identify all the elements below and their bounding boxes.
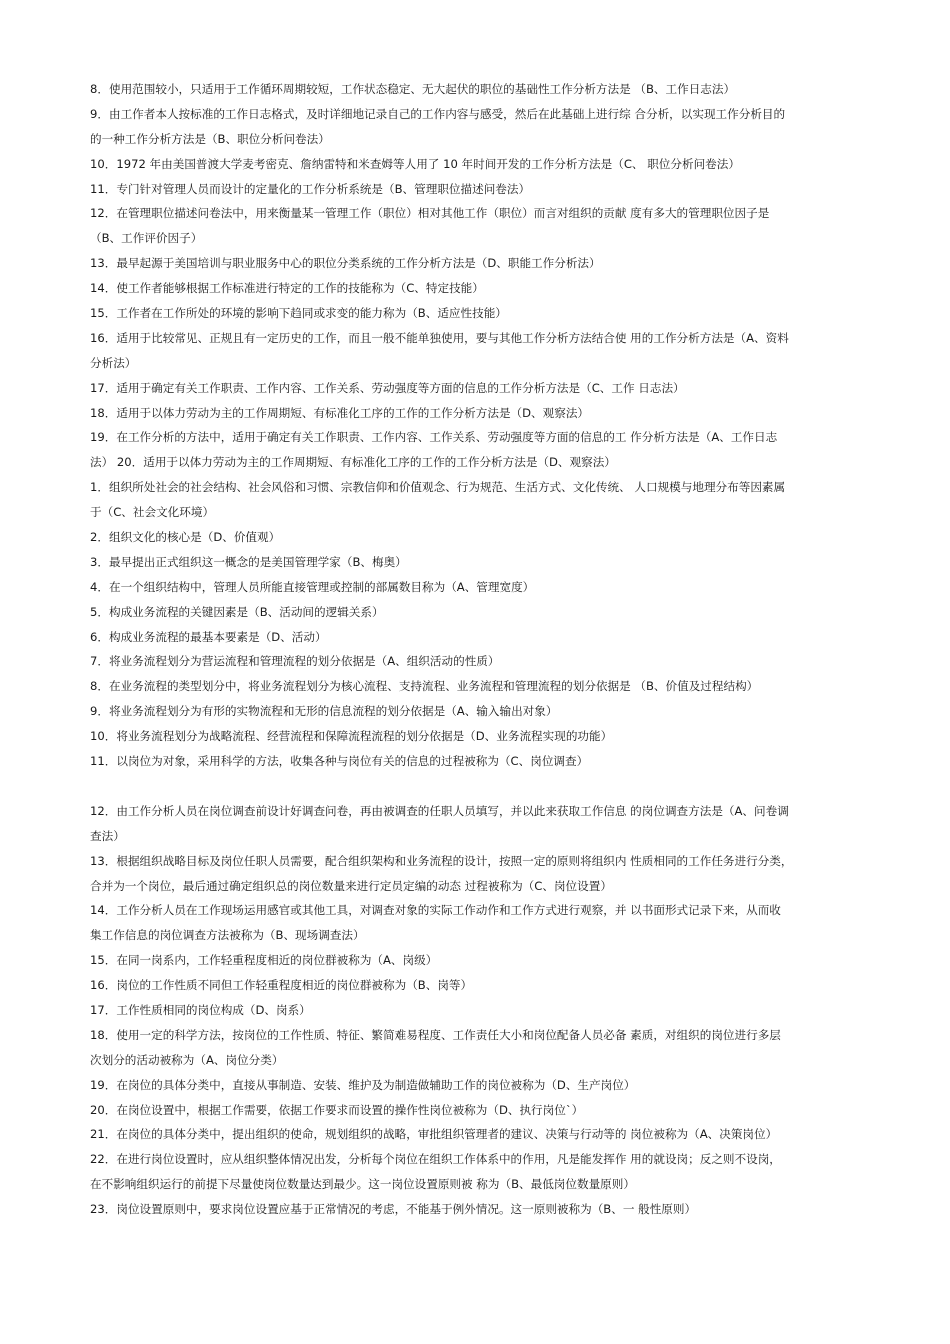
text-line: 21．在岗位的具体分类中，提出组织的使命，规划组织的战略，审批组织管理者的建议、决策与行动等的 岗位被称为（A、决策岗位） xyxy=(90,1127,778,1142)
text-line: 查法） xyxy=(90,828,125,843)
text-line: 合并为一个岗位，最后通过确定组织总的岗位数量来进行定员定编的动态 过程被称为（C、岗位设置） xyxy=(90,878,612,893)
text-line: 15．在同一岗系内，工作轻重程度相近的岗位群被称为（A、岗级） xyxy=(90,953,438,968)
text-line: 19．在工作分析的方法中，适用于确定有关工作职责、工作内容、工作关系、劳动强度等方面的信息的工 作分析方法是（A、工作日志 xyxy=(90,430,778,445)
text-line: （B、工作评价因子） xyxy=(90,231,203,246)
text-line: 17．工作性质相同的岗位构成（D、岗系） xyxy=(90,1002,311,1017)
text-line: 11．专门针对管理人员而设计的定量化的工作分析系统是（B、管理职位描述问卷法） xyxy=(90,181,531,196)
text-line: 16．岗位的工作性质不同但工作轻重程度相近的岗位群被称为（B、岗等） xyxy=(90,978,473,993)
text-line: 2．组织文化的核心是（D、价值观） xyxy=(90,530,281,545)
text-line: 9．由工作者本人按标准的工作日志格式，及时详细地记录自己的工作内容与感受，然后在此基础上进行综 合分析，以实现工作分析目的 xyxy=(90,106,786,121)
blank-line xyxy=(90,774,862,799)
text-line: 14．使工作者能够根据工作标准进行特定的工作的技能称为（C、特定技能） xyxy=(90,281,484,296)
text-line: 12．由工作分析人员在岗位调查前设计好调查问卷，再由被调查的任职人员填写，并以此来获取工作信息 的岗位调查方法是（A、问卷调 xyxy=(90,803,789,818)
text-line: 次划分的活动被称为（A、岗位分类） xyxy=(90,1052,284,1067)
text-line: 在不影响组织运行的前提下尽量使岗位数量达到最少。这一岗位设置原则被 称为（B、最低岗位数量原则） xyxy=(90,1177,635,1192)
text-line: 10．将业务流程划分为战略流程、经营流程和保障流程流程的划分依据是（D、业务流程实现的功能） xyxy=(90,729,613,744)
text-line: 的一种工作分析方法是（B、职位分析问卷法） xyxy=(90,131,330,146)
text-line: 7．将业务流程划分为营运流程和管理流程的划分依据是（A、组织活动的性质） xyxy=(90,654,500,669)
text-line: 14．工作分析人员在工作现场运用感官或其他工具，对调查对象的实际工作动作和工作方式进行观察，并 以书面形式记录下来，从而收 xyxy=(90,903,781,918)
document-page xyxy=(90,77,862,1222)
text-line: 集工作信息的岗位调查方法被称为（B、现场调查法） xyxy=(90,928,365,943)
text-line: 23．岗位设置原则中，要求岗位设置应基于正常情况的考虑，不能基于例外情况。这一原则被称为（B、一 般性原则） xyxy=(90,1202,697,1217)
text-line: 17．适用于确定有关工作职责、工作内容、工作关系、劳动强度等方面的信息的工作分析方法是（C、工作 日志法） xyxy=(90,380,685,395)
text-line: 于（C、社会文化环境） xyxy=(90,505,215,520)
text-line: 13．根据组织战略目标及岗位任职人员需要，配合组织架构和业务流程的设计，按照一定的原则将组织内 性质相同的工作任务进行分类， xyxy=(90,853,793,868)
text-line: 18．适用于以体力劳动为主的工作周期短、有标准化工序的工作的工作分析方法是（D、观察法） xyxy=(90,405,590,420)
text-line: 4．在一个组织结构中，管理人员所能直接管理或控制的部属数目称为（A、管理宽度） xyxy=(90,579,535,594)
text-line: 法） 20．适用于以体力劳动为主的工作周期短、有标准化工序的工作的工作分析方法是（D、观察法） xyxy=(90,455,616,470)
text-line: 22．在进行岗位设置时，应从组织整体情况出发，分析每个岗位在组织工作体系中的作用，凡是能发挥作 用的就设岗；反之则不设岗， xyxy=(90,1152,781,1167)
text-line: 9．将业务流程划分为有形的实物流程和无形的信息流程的划分依据是（A、输入输出对象） xyxy=(90,704,558,719)
text-line: 5．构成业务流程的关键因素是（B、活动间的逻辑关系） xyxy=(90,604,384,619)
text-line: 8．使用范围较小，只适用于工作循环周期较短，工作状态稳定、无大起伏的职位的基础性工作分析方法是 （B、工作日志法） xyxy=(90,82,736,96)
text-line: 19．在岗位的具体分类中，直接从事制造、安装、维护及为制造做辅助工作的岗位被称为（D、生产岗位） xyxy=(90,1077,636,1092)
text-line: 20．在岗位设置中，根据工作需要，依据工作要求而设置的操作性岗位被称为（D、执行岗位`） xyxy=(90,1102,584,1117)
text-line: 1．组织所处社会的社会结构、社会风俗和习惯、宗教信仰和价值观念、行为规范、生活方式、文化传统、 人口规模与地理分布等因素属 xyxy=(90,480,786,495)
text-line: 10．1972 年由美国普渡大学麦考密克、詹纳雷特和米查姆等人用了 10 年时间开发的工作分析方法是（C、 职位分析问卷法） xyxy=(90,156,740,171)
text-line: 3．最早提出正式组织这一概念的是美国管理学家（B、梅奥） xyxy=(90,554,407,569)
text-line: 18．使用一定的科学方法，按岗位的工作性质、特征、繁简难易程度、工作责任大小和岗位配备人员必备 素质，对组织的岗位进行多层 xyxy=(90,1027,781,1042)
text-line: 15．工作者在工作所处的环境的影响下趋同或求变的能力称为（B、适应性技能） xyxy=(90,306,507,321)
text-line: 12．在管理职位描述问卷法中，用来衡量某一管理工作（职位）相对其他工作（职位）而言对组织的贡献 度有多大的管理职位因子是 xyxy=(90,206,770,221)
text-line: 8．在业务流程的类型划分中，将业务流程划分为核心流程、支持流程、业务流程和管理流程的划分依据是 （B、价值及过程结构） xyxy=(90,679,759,694)
text-line: 13．最早起源于美国培训与职业服务中心的职位分类系统的工作分析方法是（D、职能工作分析法） xyxy=(90,256,601,271)
text-line: 分析法） xyxy=(90,355,137,370)
text-line: 16．适用于比较常见、正规且有一定历史的工作，而且一般不能单独使用，要与其他工作分析方法结合使 用的工作分析方法是（A、资料 xyxy=(90,330,789,345)
text-line: 11．以岗位为对象，采用科学的方法，收集各种与岗位有关的信息的过程被称为（C、岗位调查） xyxy=(90,754,589,769)
text-line: 6．构成业务流程的最基本要素是（D、活动） xyxy=(90,629,327,644)
